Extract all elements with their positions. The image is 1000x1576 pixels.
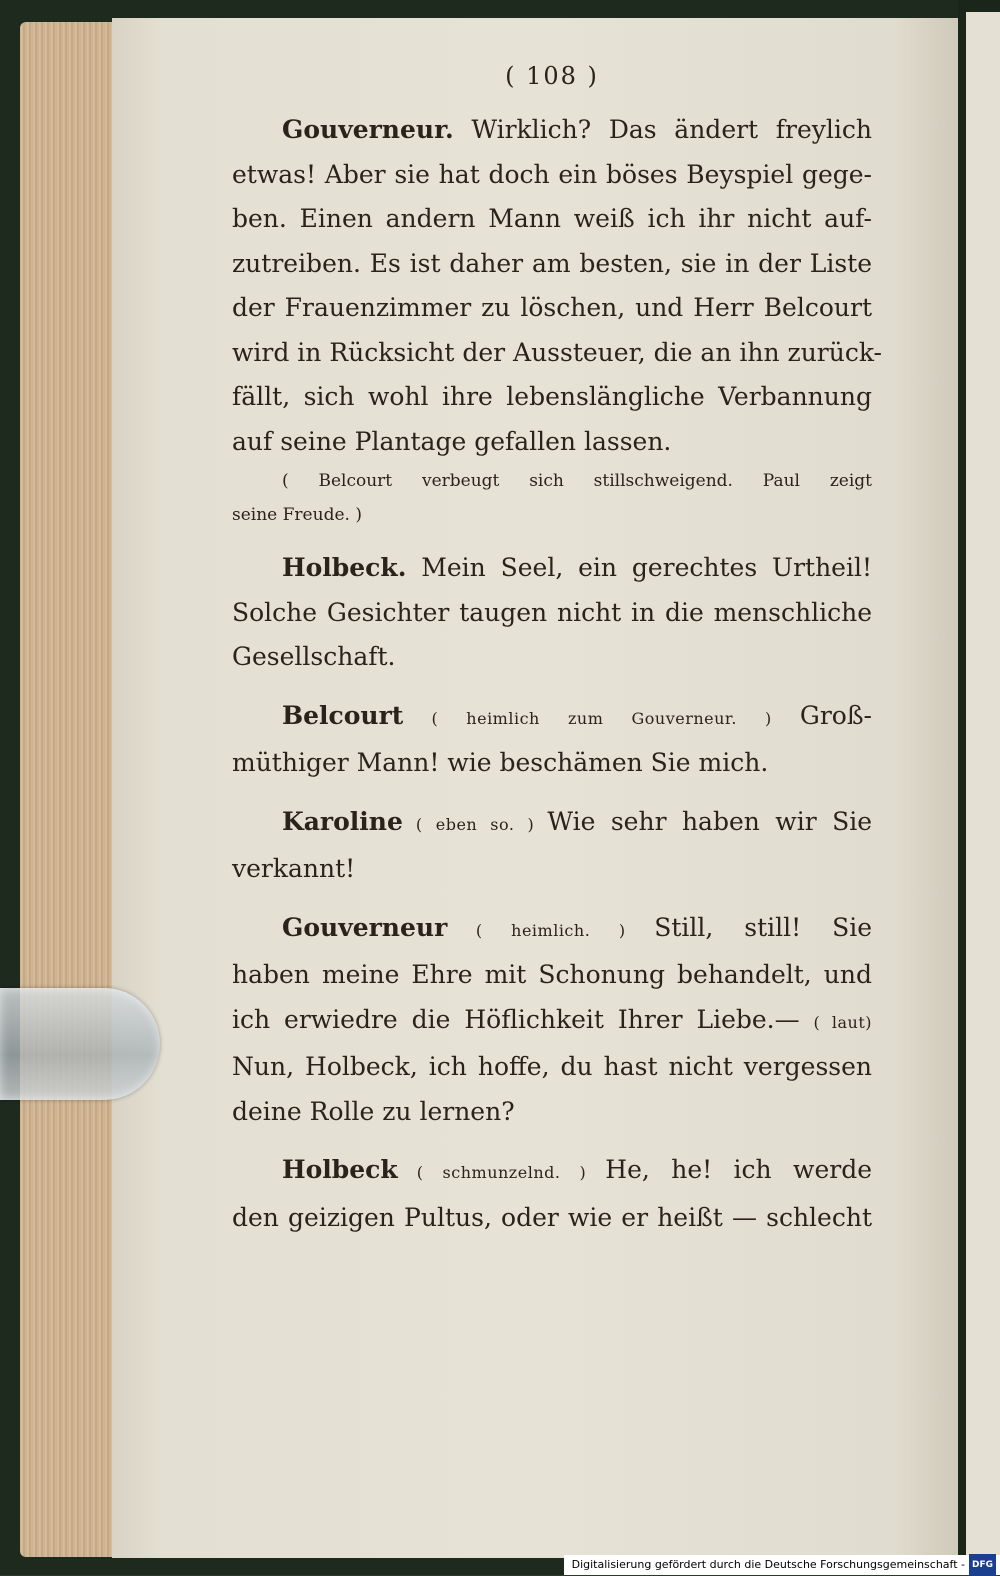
- stage-direction: ( laut): [813, 1012, 872, 1032]
- text-line: wird in Rücksicht der Aussteuer, die an ihn zurück-: [232, 337, 882, 367]
- digitization-footer: [564, 1555, 1000, 1575]
- line-text: Still, still! Sie: [654, 912, 872, 942]
- text-line: der Frauenzimmer zu löschen, und Herr Belcourt: [232, 293, 872, 322]
- dfg-logo: DFG: [969, 1554, 996, 1576]
- line-text: Mein Seel, ein gerechtes Urtheil!: [406, 553, 872, 582]
- speaker-name: Holbeck.: [282, 553, 407, 582]
- text-line: [232, 800, 872, 848]
- text-line: [232, 694, 872, 742]
- text-line: Nun, Holbeck, ich hoffe, du hast nicht vergessen: [232, 1052, 872, 1081]
- text-line: zutreiben. Es ist daher am besten, sie in der Liste: [232, 248, 872, 278]
- text-line: auf seine Plantage gefallen lassen.: [232, 426, 672, 456]
- speaker-name: Karoline: [282, 806, 403, 836]
- speaker-name: Gouverneur.: [282, 115, 454, 144]
- page-edges: [20, 22, 120, 1557]
- stage-direction: ( schmunzelnd. ): [397, 1163, 606, 1182]
- stage-direction: ( heimlich. ): [447, 920, 655, 940]
- stage-direction: ( heimlich zum Gouverneur. ): [403, 708, 800, 728]
- line-text: Groß-: [799, 700, 872, 730]
- text-line: [232, 1148, 872, 1196]
- text-line: deine Rolle zu lernen?: [232, 1096, 515, 1126]
- text-line: müthiger Mann! wie beschämen Sie mich.: [232, 748, 769, 777]
- text-line: [232, 108, 872, 153]
- text-line: ben. Einen andern Mann weiß ich ihr nicht auf-: [232, 204, 872, 233]
- speaker-name: Holbeck: [282, 1155, 398, 1184]
- next-page-edge: [966, 12, 1000, 1562]
- text-line: [232, 998, 872, 1046]
- page-clip: [0, 988, 160, 1100]
- line-text: Wirklich? Das ändert freylich: [453, 115, 872, 144]
- text-line: den geizigen Pultus, oder wie er heißt — schlecht: [232, 1202, 872, 1232]
- line-text: ich erwiedre die Höflichkeit Ihrer Liebe.—: [232, 1004, 814, 1034]
- footer-text: Digitalisierung gefördert durch die Deutsche Forschungsgemeinschaft -: [571, 1558, 965, 1571]
- text-line: etwas! Aber sie hat doch ein böses Beyspiel gege-: [232, 159, 872, 189]
- line-text: He, he! ich werde: [605, 1155, 873, 1184]
- text-line: haben meine Ehre mit Schonung behandelt, und: [232, 960, 872, 989]
- speaker-name: Belcourt: [282, 700, 404, 730]
- stage-direction: ( eben so. ): [402, 814, 548, 834]
- line-text: Wie sehr haben wir Sie: [547, 806, 872, 836]
- text-line: verkannt!: [232, 854, 356, 883]
- page-text: [232, 62, 882, 1240]
- speaker-name: Gouverneur: [282, 912, 448, 942]
- page-number: ( 108 ): [505, 62, 599, 90]
- text-line: Gesellschaft.: [232, 642, 396, 671]
- text-line: fällt, sich wohl ihre lebenslängliche Verbannung: [232, 382, 872, 411]
- stage-direction: ( Belcourt verbeugt sich stillschweigend. Paul zeigt: [282, 471, 872, 491]
- stage-direction: seine Freude. ): [232, 505, 362, 525]
- text-line: [232, 906, 872, 954]
- text-line: Solche Gesichter taugen nicht in die menschliche: [232, 597, 872, 627]
- text-line: [232, 546, 872, 591]
